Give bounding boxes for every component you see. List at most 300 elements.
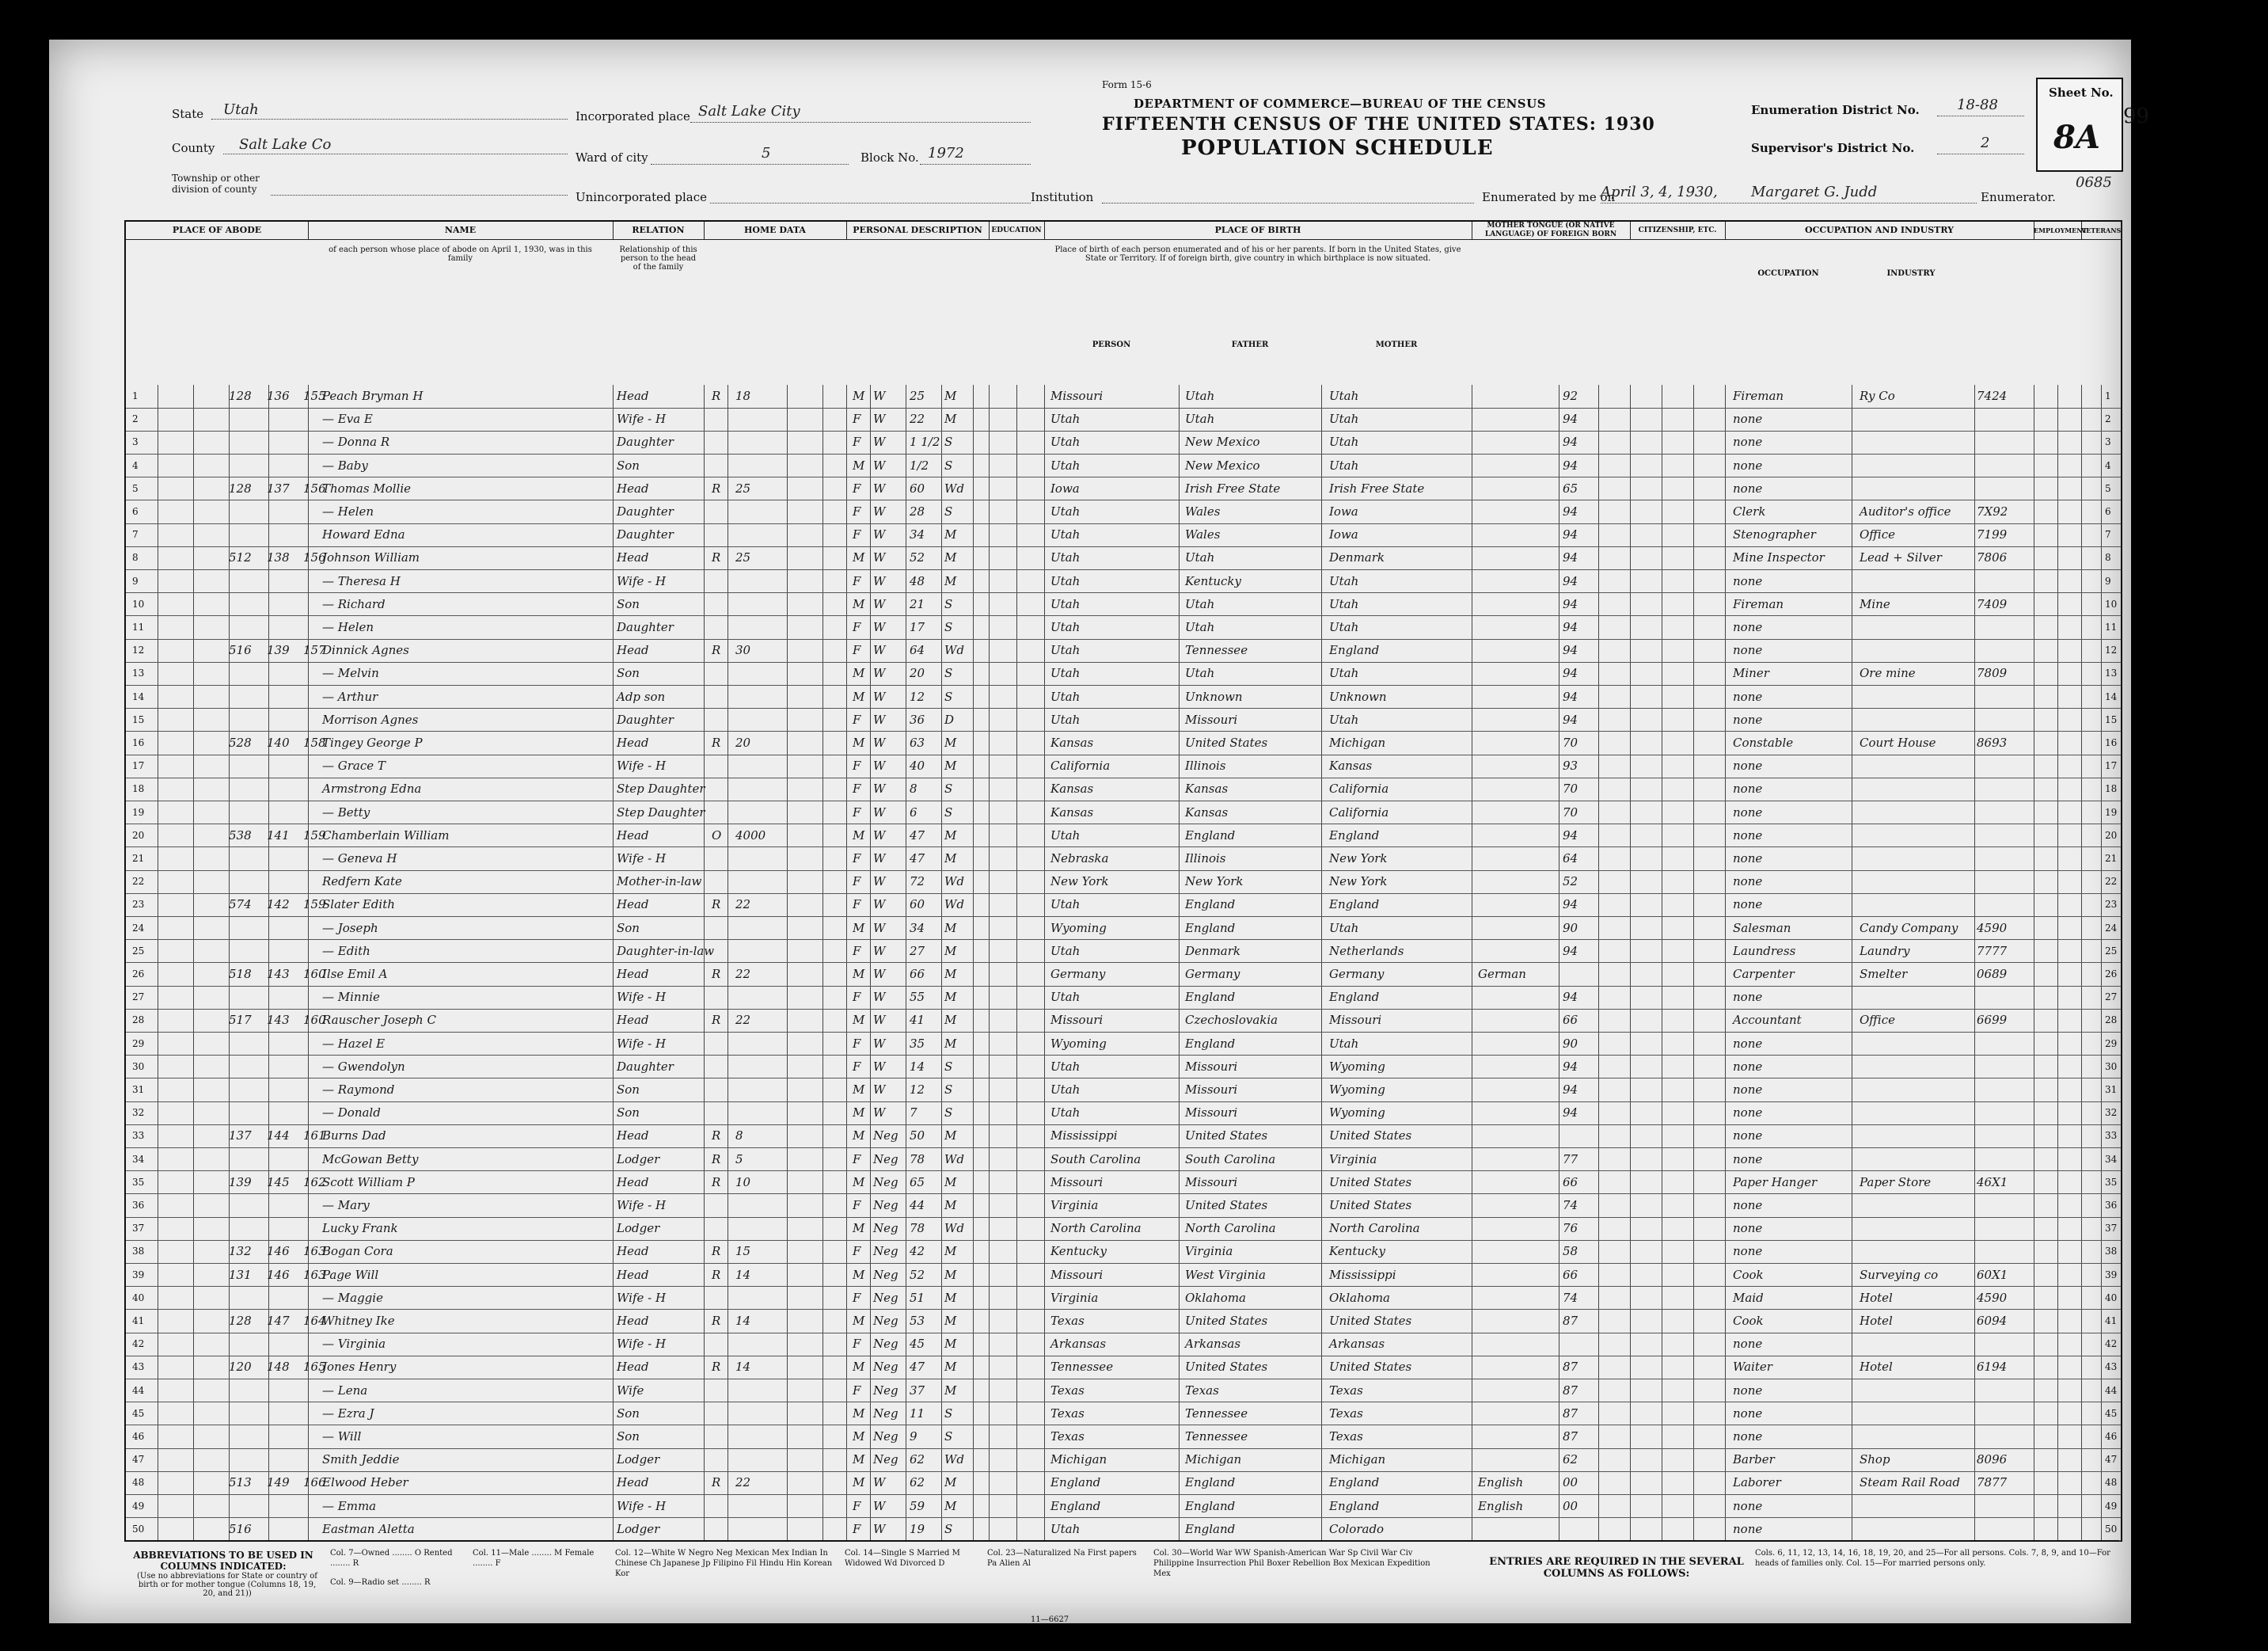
cell-code: 94 <box>1563 435 1578 450</box>
cell-oc: 7424 <box>1977 389 2008 403</box>
group-mother-tongue: MOTHER TONGUE (OR NATIVE LANGUAGE) OF FOREIGN BORN <box>1472 222 1631 240</box>
cell-ind: Smelter <box>1860 967 1908 981</box>
cell-name: Rauscher Joseph C <box>322 1013 436 1028</box>
line-number-right: 29 <box>2105 1037 2118 1049</box>
cell-fbp: Tennessee <box>1185 643 1248 658</box>
cell-house: 131 <box>229 1267 252 1282</box>
cell-mar: Wd <box>944 874 965 889</box>
cell-rel: Head <box>617 967 649 981</box>
cell-code: 52 <box>1563 874 1578 889</box>
supervisor-value: 2 <box>1981 135 1990 151</box>
cell-fam: 158 <box>303 736 326 750</box>
cell-race: Neg <box>873 1290 898 1305</box>
line-number-right: 7 <box>2105 529 2111 541</box>
cell-bp: Utah <box>1050 1105 1081 1120</box>
cell-own: R <box>712 1475 721 1490</box>
cell-own: R <box>712 1151 721 1166</box>
cell-age: 28 <box>910 504 925 519</box>
abbr-col12: Col. 12—White W Negro Neg Mexican Mex Indian In Chinese Ch Japanese Jp Filipino Fil Hindu Hin Korean Kor <box>615 1549 833 1578</box>
cell-fbp: Oklahoma <box>1185 1290 1246 1305</box>
cell-occ: Waiter <box>1733 1360 1772 1375</box>
line-number-right: 8 <box>2105 552 2111 564</box>
line-number-right: 16 <box>2105 737 2118 748</box>
cell-code: 94 <box>1563 1082 1578 1097</box>
line-number: 47 <box>132 1454 145 1466</box>
cell-bp: England <box>1050 1475 1101 1490</box>
cell-name: Ilse Emil A <box>322 967 388 981</box>
cell-age: 47 <box>910 827 925 843</box>
cell-race: W <box>873 1475 886 1490</box>
cell-mbp: England <box>1329 897 1380 912</box>
cell-sex: M <box>853 596 865 611</box>
cell-age: 62 <box>910 1452 925 1467</box>
line-number-right: 28 <box>2105 1014 2118 1026</box>
line-number: 36 <box>132 1200 145 1211</box>
cell-mar: M <box>944 1337 957 1352</box>
cell-fam: 159 <box>303 827 326 843</box>
line-number-right: 1 <box>2105 390 2111 401</box>
cell-occ: Salesman <box>1733 920 1791 935</box>
unincorporated-line <box>710 203 1031 204</box>
cell-occ: Constable <box>1733 736 1794 750</box>
line-number: 38 <box>132 1246 145 1257</box>
cell-mbp: England <box>1329 1475 1380 1490</box>
cell-code: 58 <box>1563 1244 1578 1259</box>
cell-race: W <box>873 458 886 473</box>
cell-mbp: Kansas <box>1329 759 1373 774</box>
cell-mar: M <box>944 967 957 981</box>
cell-age: 12 <box>910 1082 925 1097</box>
census-sheet <box>49 40 2150 1624</box>
cell-sex: M <box>853 1475 865 1490</box>
cell-occ: Laborer <box>1733 1475 1781 1490</box>
table-row <box>126 963 2121 987</box>
cell-race: W <box>873 1521 886 1536</box>
table-row <box>126 385 2121 409</box>
cell-sex: M <box>853 389 865 403</box>
cell-occ: none <box>1733 1498 1763 1513</box>
group-citizenship: CITIZENSHIP, ETC. <box>1630 222 1726 240</box>
cell-race: W <box>873 481 886 496</box>
cell-mbp: Utah <box>1329 920 1359 935</box>
line-number-right: 23 <box>2105 899 2118 911</box>
abbr-col9: Col. 9—Radio set ........ R <box>330 1578 431 1587</box>
line-number-right: 6 <box>2105 506 2111 517</box>
cell-val: 22 <box>735 1013 751 1028</box>
cell-rel: Son <box>617 1105 640 1120</box>
line-number-right: 17 <box>2105 760 2118 772</box>
cell-name: Chamberlain William <box>322 827 450 843</box>
cell-bp: Kansas <box>1050 736 1094 750</box>
line-number: 5 <box>132 482 139 494</box>
cell-rel: Lodger <box>617 1221 660 1236</box>
cell-mar: M <box>944 827 957 843</box>
entries-detail: Cols. 6, 11, 12, 13, 14, 16, 18, 19, 20, and 25—For all persons. Cols. 7, 8, 9, and 10—For heads of families only. Col. 15—For married persons only. <box>1755 1549 2110 1568</box>
cell-race: W <box>873 712 886 727</box>
line-number-right: 15 <box>2105 713 2118 725</box>
cell-name: Howard Edna <box>322 527 405 542</box>
cell-fam: 165 <box>303 1360 326 1375</box>
group-veterans: VETERANS <box>2081 222 2122 240</box>
table-row <box>126 1078 2121 1102</box>
cell-house: 139 <box>229 1174 252 1189</box>
cell-oc: 60X1 <box>1977 1267 2008 1282</box>
cell-fam: 161 <box>303 1128 326 1143</box>
cell-mbp: New York <box>1329 874 1388 889</box>
cell-race: W <box>873 851 886 865</box>
cell-bp: Utah <box>1050 1059 1081 1074</box>
line-number: 12 <box>132 645 145 656</box>
table-row <box>126 778 2121 801</box>
cell-fbp: Illinois <box>1185 851 1226 865</box>
cell-age: 60 <box>910 897 925 912</box>
cell-age: 52 <box>910 1267 925 1282</box>
cell-occ: none <box>1733 1105 1763 1120</box>
state-line <box>211 119 568 120</box>
cell-oc: 6094 <box>1977 1314 2008 1328</box>
cell-bp: Utah <box>1050 897 1081 912</box>
cell-code: 92 <box>1563 389 1578 403</box>
cell-code: 76 <box>1563 1221 1578 1236</box>
cell-ind: Steam Rail Road <box>1860 1475 1960 1490</box>
cell-bp: Utah <box>1050 643 1081 658</box>
line-number-right: 40 <box>2105 1292 2118 1303</box>
cell-mbp: England <box>1329 1498 1380 1513</box>
cell-rel: Head <box>617 1475 649 1490</box>
line-number-right: 42 <box>2105 1338 2118 1350</box>
cell-ind: Candy Company <box>1860 920 1958 935</box>
cell-code: 70 <box>1563 805 1578 820</box>
cell-own: R <box>712 481 721 496</box>
cell-name: — Eva E <box>322 412 373 427</box>
enumerator-name: Margaret G. Judd <box>1751 184 1878 200</box>
cell-name: — Hazel E <box>322 1036 386 1051</box>
cell-mbp: Unknown <box>1329 689 1387 704</box>
cell-mbp: North Carolina <box>1329 1221 1420 1236</box>
cell-rel: Head <box>617 1128 649 1143</box>
cell-fbp: United States <box>1185 736 1268 750</box>
cell-occ: Paper Hanger <box>1733 1174 1818 1189</box>
cell-race: W <box>873 550 886 565</box>
relation-column-note: Relationship of this person to the head of the family <box>619 245 697 272</box>
cell-rel: Mother-in-law <box>617 874 702 889</box>
cell-sex: M <box>853 1360 865 1375</box>
cell-age: 7 <box>910 1105 917 1120</box>
line-number-right: 2 <box>2105 413 2111 425</box>
table-row <box>126 893 2121 917</box>
cell-age: 22 <box>910 412 925 427</box>
cell-fbp: Unknown <box>1185 689 1243 704</box>
cell-age: 17 <box>910 620 925 634</box>
line-number-right: 25 <box>2105 945 2118 957</box>
cell-house: 132 <box>229 1244 252 1259</box>
cell-code: 94 <box>1563 412 1578 427</box>
cell-bp: Virginia <box>1050 1198 1099 1212</box>
line-number: 35 <box>132 1176 145 1188</box>
line-number-right: 39 <box>2105 1269 2118 1280</box>
cell-mbp: Utah <box>1329 596 1359 611</box>
cell-fam: 157 <box>303 643 326 658</box>
cell-rel: Lodger <box>617 1521 660 1536</box>
cell-code: 87 <box>1563 1314 1578 1328</box>
cell-code: 74 <box>1563 1198 1578 1212</box>
cell-code: 64 <box>1563 851 1578 865</box>
cell-name: Johnson William <box>322 550 420 565</box>
cell-bp: Mississippi <box>1050 1128 1118 1143</box>
cell-oc: 7409 <box>1977 596 2008 611</box>
printer-stamp: 11—6627 <box>1031 1615 1069 1624</box>
cell-name: — Richard <box>322 596 386 611</box>
line-number-right: 30 <box>2105 1060 2118 1072</box>
cell-mbp: England <box>1329 827 1380 843</box>
cell-occ: none <box>1733 1244 1763 1259</box>
table-row <box>126 986 2121 1010</box>
unincorporated-label: Unincorporated place <box>576 190 708 204</box>
cell-fbp: Illinois <box>1185 759 1226 774</box>
cell-race: W <box>873 967 886 981</box>
cell-sex: M <box>853 458 865 473</box>
cell-house: 518 <box>229 967 252 981</box>
table-row <box>126 662 2121 686</box>
table-row <box>126 917 2121 941</box>
cell-sex: M <box>853 1174 865 1189</box>
enumerated-date: April 3, 4, 1930, <box>1601 184 1718 200</box>
cell-mar: S <box>944 1521 953 1536</box>
cell-rel: Lodger <box>617 1452 660 1467</box>
cell-bp: Utah <box>1050 596 1081 611</box>
cell-bp: Utah <box>1050 827 1081 843</box>
cell-mar: M <box>944 920 957 935</box>
cell-bp: North Carolina <box>1050 1221 1142 1236</box>
cell-occ: none <box>1733 1221 1763 1236</box>
group-relation: RELATION <box>613 222 705 240</box>
cell-sex: M <box>853 1013 865 1028</box>
cell-tongue: English <box>1478 1475 1524 1490</box>
cell-mbp: Utah <box>1329 1036 1359 1051</box>
abbr-col23: Col. 23—Naturalized Na First papers Pa Alien Al <box>987 1549 1137 1568</box>
cell-sex: F <box>853 643 861 658</box>
cell-ind: Ore mine <box>1860 666 1916 681</box>
cell-occ: Stenographer <box>1733 527 1816 542</box>
cell-mar: M <box>944 736 957 750</box>
cell-fbp: England <box>1185 1498 1236 1513</box>
cell-bp: Utah <box>1050 620 1081 634</box>
cell-age: 27 <box>910 943 925 958</box>
cell-fbp: United States <box>1185 1198 1268 1212</box>
cell-fam: 159 <box>303 897 326 912</box>
table-row <box>126 940 2121 964</box>
cell-occ: none <box>1733 620 1763 634</box>
enumerated-label: Enumerated by me on <box>1482 190 1616 204</box>
cell-sex: M <box>853 1105 865 1120</box>
cell-occ: none <box>1733 874 1763 889</box>
cell-occ: none <box>1733 1082 1763 1097</box>
cell-sex: F <box>853 1059 861 1074</box>
cell-ind: Hotel <box>1860 1314 1893 1328</box>
cell-rel: Daughter-in-law <box>617 943 715 958</box>
line-number: 46 <box>132 1431 145 1442</box>
schedule-title: POPULATION SCHEDULE <box>1181 136 1494 160</box>
cell-ind: Lead + Silver <box>1860 550 1942 565</box>
cell-rel: Daughter <box>617 620 674 634</box>
cell-mar: Wd <box>944 643 965 658</box>
line-number: 13 <box>132 668 145 679</box>
cell-fbp: Germany <box>1185 967 1240 981</box>
cell-dw: 142 <box>267 897 290 912</box>
table-row <box>126 1448 2121 1472</box>
cell-age: 35 <box>910 1036 925 1051</box>
line-number: 10 <box>132 598 145 610</box>
cell-fbp: England <box>1185 990 1236 1005</box>
cell-fbp: Missouri <box>1185 1174 1238 1189</box>
cell-val: 18 <box>735 389 751 403</box>
cell-name: — Virginia <box>322 1337 386 1352</box>
cell-fbp: England <box>1185 897 1236 912</box>
cell-age: 6 <box>910 805 917 820</box>
cell-fbp: Utah <box>1185 412 1215 427</box>
cell-mar: M <box>944 1383 957 1398</box>
line-number: 44 <box>132 1384 145 1396</box>
cell-sex: F <box>853 1244 861 1259</box>
cell-rel: Wife - H <box>617 1498 667 1513</box>
form-number: Form 15-6 <box>1102 79 1152 90</box>
birth-column-note: Place of birth of each person enumerated and of his or her parents. If born in the United States, give State or Territory. If of foreign birth, give country in which birthplace is now situated. <box>1054 245 1461 263</box>
cell-age: 63 <box>910 736 925 750</box>
cell-house: 128 <box>229 1314 252 1328</box>
table-row <box>126 500 2121 524</box>
cell-sex: F <box>853 1290 861 1305</box>
cell-race: W <box>873 827 886 843</box>
cell-oc: 8096 <box>1977 1452 2008 1467</box>
table-row <box>126 1310 2121 1333</box>
line-number-right: 47 <box>2105 1454 2118 1466</box>
cell-race: Neg <box>873 1360 898 1375</box>
line-number: 21 <box>132 853 145 864</box>
cell-mar: S <box>944 782 953 797</box>
block-value: 1972 <box>928 145 964 162</box>
cell-age: 12 <box>910 689 925 704</box>
cell-sex: M <box>853 967 865 981</box>
cell-mbp: Utah <box>1329 412 1359 427</box>
group-personal-description: PERSONAL DESCRIPTION <box>846 222 990 240</box>
cell-ind: Hotel <box>1860 1290 1893 1305</box>
cell-fbp: Tennessee <box>1185 1429 1248 1444</box>
cell-name: — Raymond <box>322 1082 395 1097</box>
cell-house: 128 <box>229 481 252 496</box>
cell-bp: Texas <box>1050 1314 1085 1328</box>
cell-mbp: Kentucky <box>1329 1244 1385 1259</box>
cell-fbp: Utah <box>1185 620 1215 634</box>
cell-race: W <box>873 1036 886 1051</box>
cell-race: W <box>873 736 886 750</box>
cell-bp: Missouri <box>1050 389 1104 403</box>
enum-district-value: 18-88 <box>1957 97 1998 113</box>
cell-fbp: Texas <box>1185 1383 1219 1398</box>
cell-code <box>1563 1124 1594 1147</box>
cell-sex: F <box>853 805 861 820</box>
cell-mar: M <box>944 1036 957 1051</box>
cell-occ: none <box>1733 759 1763 774</box>
cell-mbp: Utah <box>1329 435 1359 450</box>
cell-mbp: California <box>1329 805 1389 820</box>
cell-dw: 144 <box>267 1128 290 1143</box>
cell-name: Tingey George P <box>322 736 423 750</box>
cell-ind: Mine <box>1860 596 1890 611</box>
cell-bp: Wyoming <box>1050 1036 1107 1051</box>
line-number-right: 3 <box>2105 436 2111 448</box>
cell-name: Whitney Ike <box>322 1314 395 1328</box>
line-number-right: 50 <box>2105 1523 2118 1535</box>
cell-race: Neg <box>873 1406 898 1421</box>
table-row <box>126 824 2121 848</box>
cell-house: 513 <box>229 1475 252 1490</box>
group-place-of-birth: PLACE OF BIRTH <box>1044 222 1472 240</box>
cell-mbp: United States <box>1329 1360 1412 1375</box>
cell-mbp: Irish Free State <box>1329 481 1425 496</box>
cell-oc: 46X1 <box>1977 1174 2008 1189</box>
cell-mar: M <box>944 412 957 427</box>
cell-age: 52 <box>910 550 925 565</box>
cell-age: 48 <box>910 573 925 588</box>
line-number-right: 18 <box>2105 783 2118 795</box>
person-head: PERSON <box>1092 340 1131 349</box>
cell-mbp: United States <box>1329 1314 1412 1328</box>
cell-age: 34 <box>910 527 925 542</box>
cell-sex: M <box>853 1082 865 1097</box>
county-value: Salt Lake Co <box>239 136 332 153</box>
cell-oc: 6699 <box>1977 1013 2008 1028</box>
cell-mar: M <box>944 1198 957 1212</box>
line-number: 42 <box>132 1338 145 1350</box>
abbr-col14: Col. 14—Single S Married M Widowed Wd Divorced D <box>845 1549 960 1568</box>
cell-fam: 155 <box>303 389 326 403</box>
cell-mar: M <box>944 1267 957 1282</box>
cell-code: 94 <box>1563 1105 1578 1120</box>
cell-mar: M <box>944 527 957 542</box>
table-row <box>126 1471 2121 1495</box>
cell-mbp: Arkansas <box>1329 1337 1385 1352</box>
cell-occ: Miner <box>1733 666 1769 681</box>
cell-name: — Helen <box>322 620 374 634</box>
cell-name: — Geneva H <box>322 851 397 865</box>
cell-mar: Wd <box>944 1151 965 1166</box>
line-number-right: 34 <box>2105 1153 2118 1165</box>
cell-code: 94 <box>1563 527 1578 542</box>
cell-race: Neg <box>873 1452 898 1467</box>
cell-sex: F <box>853 1036 861 1051</box>
cell-mar: S <box>944 1429 953 1444</box>
ward-value: 5 <box>762 145 771 162</box>
cell-rel: Head <box>617 736 649 750</box>
group-name: NAME <box>308 222 614 240</box>
cell-name: Eastman Aletta <box>322 1521 415 1536</box>
abbr-col30: Col. 30—World War WW Spanish-American War Sp Civil War Civ Philippine Insurrection Phil Boxer Rebellion Box Mexican Expedition Mex <box>1153 1549 1430 1578</box>
census-title: FIFTEENTH CENSUS OF THE UNITED STATES: 1930 <box>1102 114 1655 135</box>
cell-age: 8 <box>910 782 917 797</box>
line-number-right: 45 <box>2105 1407 2118 1419</box>
cell-mar: Wd <box>944 897 965 912</box>
cell-bp: California <box>1050 759 1111 774</box>
township-line <box>271 195 568 196</box>
institution-line <box>1102 203 1474 204</box>
line-number: 25 <box>132 945 145 957</box>
cell-rel: Head <box>617 827 649 843</box>
cell-fam: 156 <box>303 550 326 565</box>
cell-sex: F <box>853 1337 861 1352</box>
cell-dw: 136 <box>267 389 290 403</box>
cell-race: Neg <box>873 1267 898 1282</box>
cell-occ: none <box>1733 1128 1763 1143</box>
